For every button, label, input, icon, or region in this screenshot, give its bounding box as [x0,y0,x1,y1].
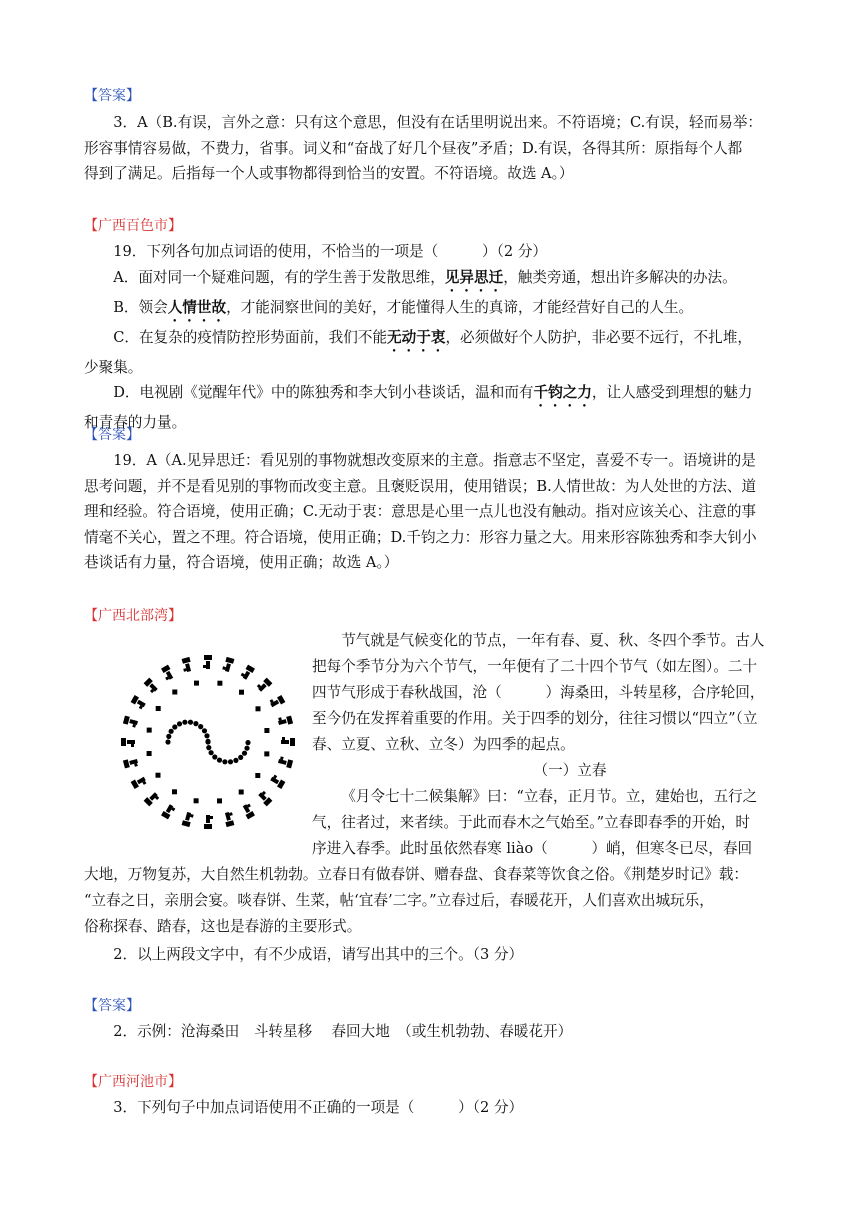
ring-mark [194,681,199,686]
solar-term-glyph [203,655,212,669]
option-d-cont: 和青春的力量。 [84,414,187,431]
spiral-dot [206,745,211,750]
ring-mark [264,728,269,733]
ring-mark [264,751,269,756]
answer-tag: 【答案】 [84,88,140,104]
text-line: 3．A（B.有误，言外之意：只有这个意思，但没有在话里明说出来。不符语境；C.有误，轻而易举： [113,114,763,131]
text-line: 理和经验。符合语境，使用正确；C.无动于衷：意思是心里一点儿也没有触动。指对应该关心、注意的事 [84,503,757,520]
section-subtitle: （一）立春 [533,762,607,779]
solar-term-glyph [131,775,148,790]
text-line: 《月令七十二候集解》曰：“立春，正月节。立，建始也，五行之 [341,788,758,805]
text-line: 得到了满足。后指每一个人或事物都得到恰当的安置。不符语境。故选 A。） [84,165,574,182]
text-line: 俗称探春、踏春，这也是春游的主要形式。 [84,918,362,935]
ring-mark [156,706,161,711]
solar-term-glyph [223,811,235,827]
solar-term-glyph [121,738,135,747]
question-2 [84,942,778,968]
spiral-dot [165,739,170,744]
ring-mark [256,706,261,711]
solar-term-glyph [182,812,194,828]
spiral-dot [238,755,243,760]
solar-term-glyph [222,657,234,673]
text-line: 至今仍在发挥着重要的作用。关于四季的划分，往往习惯以“四立”（立 [312,710,758,727]
ring-mark [147,751,152,756]
region-tag-baise: 【广西百色市】 [84,218,182,234]
question-stem: 2．以上两段文字中，有不少成语，请写出其中的三个。（3 分） [113,946,524,963]
ring-mark [217,798,222,803]
spiral-dot [222,759,227,764]
text-line: 节气就是气候变化的节点，一年有春、夏、秋、冬四个季节。古人 [341,632,765,649]
text-line: 四节气形成于春秋战国，沧（ ）海桑田，斗转星移，合序轮回， [312,684,765,701]
ring-mark [172,789,177,794]
solar-term-glyph [143,678,159,694]
solar-terms-figure [116,650,300,834]
passage-full-width [84,862,778,940]
text-line: 形容事情容易做，不费力，省事。词义和“奋战了好几个昼夜”矛盾；D.有误，各得其所：原指每个人都 [84,139,743,157]
spiral-dot [212,754,217,759]
question-19 [84,239,778,436]
text-line: 2．示例：沧海桑田 斗转星移 春回大地 （或生机勃勃、春暖花开） [113,1023,573,1040]
region-tag-beibuwan: 【广西北部湾】 [84,608,182,624]
spiral-dot [244,746,249,751]
spiral-dot [217,758,222,763]
solar-term-glyph [123,757,139,769]
text-line: 情毫不关心，置之不理。符合语境，使用正确；D.千钧之力：形容力量之大。用来形容陈独秀和李大钊小 [84,528,757,546]
question-3 [84,1095,778,1121]
text-line: 19．A（A.见异思迁：看见别的事物就想改变原来的主意。指意志不坚定，喜爱不专一。语境讲的是 [113,452,756,469]
solar-term-glyph [269,694,286,709]
text-line: 春、立夏、立秋、立冬）为四季的起点。 [312,736,575,753]
option-c: C．在复杂的疫情防控形势面前，我们不能无动于衷，必须做好个人防护，非必要不远行，不扎堆， [113,328,752,346]
ring-mark [172,690,177,695]
spiral-dot [198,724,203,729]
option-b: B．领会人情世故，才能洞察世间的美好，才能懂得人生的真谛，才能经营好自己的人生。 [113,298,694,316]
solar-term-glyph [281,737,295,746]
spiral-dot [188,720,193,725]
spiral-dot [202,728,207,733]
solar-term-glyph [144,791,160,807]
solar-term-glyph [256,677,272,693]
solar-term-glyph [181,657,193,673]
solar-term-glyph [278,756,294,768]
answer-text [84,110,778,187]
solar-term-glyph [257,790,273,806]
spiral-dot [169,729,174,734]
dotted-word: 见异思迁 [444,268,504,286]
spiral-dot [172,724,177,729]
solar-term-glyph [123,716,139,728]
ring-mark [255,773,260,778]
question-stem: 19．下列各句加点词语的使用，不恰当的一项是（ ）（2 分） [113,243,548,260]
text-line: 气，往者过，来者续。于此而春木之气始至。”立春即春季的开始，时 [312,814,750,831]
text-line: 把每个季节分为六个节气，一年便有了二十四个节气（如左图）。二十 [312,658,758,675]
spiral-dot [228,759,233,764]
solar-term-glyph [240,664,255,681]
option-c-cont: 少聚集。 [84,358,143,376]
spiral-dot [204,733,209,738]
ring-mark [217,681,222,686]
ring-mark [194,798,199,803]
spiral-dot [166,734,171,739]
ring-mark [239,790,244,795]
text-line: 巷谈话有力量，符合语境，使用正确；故选 A。） [84,554,399,571]
ring-mark [156,773,161,778]
option-a: A．面对同一个疑难问题，有的学生善于发散思维，见异思迁，触类旁通，想出许多解决的办法。 [113,268,737,286]
solar-term-glyph [160,665,175,682]
spiral-dot [245,740,250,745]
dotted-word: 无动于衷 [387,328,446,346]
spiral-dot [205,739,210,744]
spiral-dot [233,758,238,763]
spiral-dot [193,721,198,726]
solar-term-glyph [269,774,286,789]
text-line: 序进入春季。此时虽依然春寒 liào（ ）峭，但寒冬已尽，春回 [312,840,753,857]
text-line: 大地，万物复苏，大自然生机勃勃。立春日有做春饼、赠春盘、食春菜等饮食之俗。《荆楚岁时记》载： [84,866,749,883]
solar-term-glyph [277,715,293,727]
text-line: “立春之日，亲朋会宴。啖春饼、生菜，帖‘宜春’二字。”立春过后，春暖花开，人们喜欢出城玩乐， [84,892,714,909]
text-line: 思考问题，并不是看见别的事物而改变主意。且褒贬误用，使用错误；B.人情世故：为人处世的方法、道 [84,477,757,495]
answer-text [84,448,778,576]
dotted-word: 千钧之力 [533,384,592,401]
answer-tag: 【答案】 [84,998,140,1014]
solar-term-glyph [130,695,147,710]
spiral-dot [209,750,214,755]
spiral-dot [182,720,187,725]
option-d: D．电视剧《觉醒年代》中的陈独秀和李大钊小巷谈话，温和而有千钧之力，让人感受到理想的魅力 [113,384,753,401]
solar-term-glyph [161,803,176,820]
solar-term-glyph [241,803,256,820]
passage-right-column [312,628,778,862]
ring-mark [239,690,244,695]
question-stem: 3．下列句子中加点词语使用不正确的一项是（ ）（2 分） [113,1099,524,1116]
spiral-dot [242,751,247,756]
answer-tag: 【答案】 [84,427,140,443]
solar-term-glyph [204,815,213,829]
dotted-word: 人情世故 [167,298,227,316]
ring-mark [147,728,152,733]
region-tag-hechi: 【广西河池市】 [84,1074,182,1090]
answer-text [84,1019,778,1045]
spiral-dot [177,721,182,726]
